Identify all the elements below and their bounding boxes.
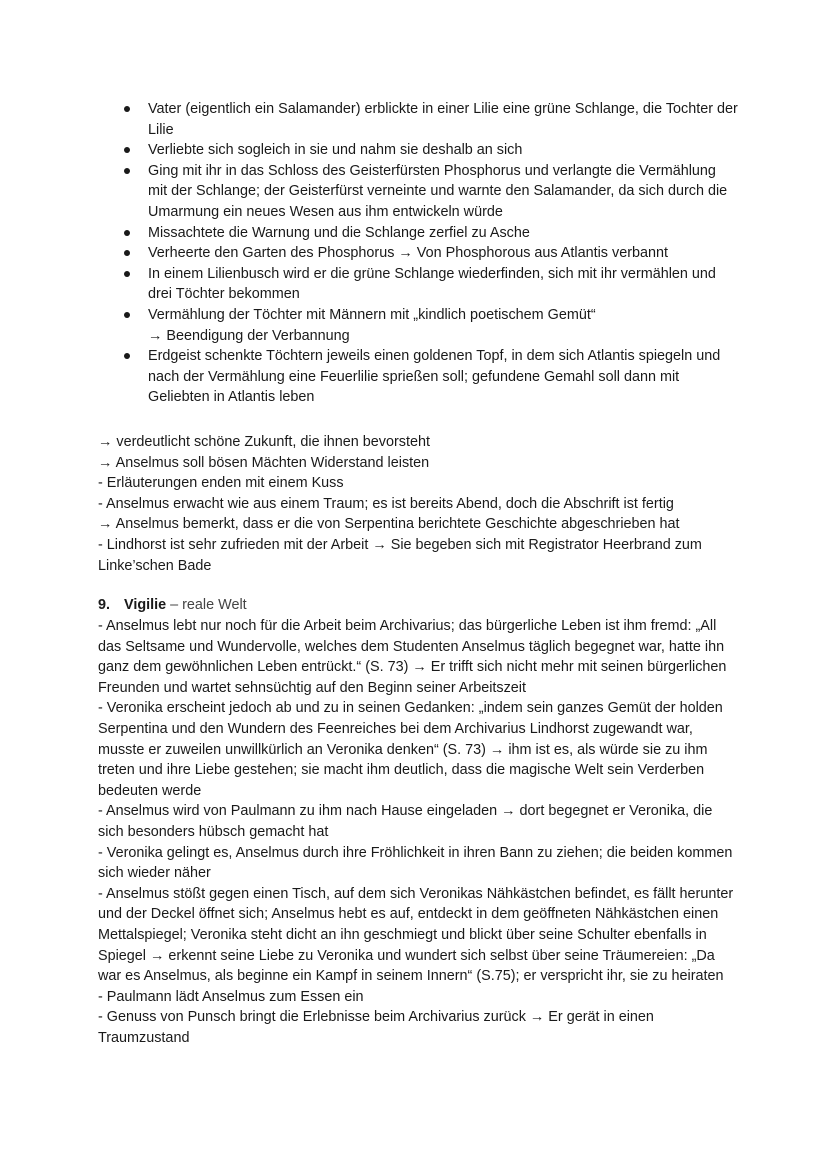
- section-body: [98, 616, 738, 1048]
- paragraph: - Veronika gelingt es, Anselmus durch ihre Fröhlichkeit in ihren Bann zu ziehen; die beiden kommen sich wieder näher: [98, 844, 733, 882]
- bullet-item: Verliebte sich sogleich in sie und nahm sie deshalb an sich: [98, 140, 738, 161]
- section-title: Vigilie: [124, 597, 167, 613]
- text-line: - Erläuterungen enden mit einem Kuss: [98, 475, 344, 492]
- bullet-item: In einem Lilienbusch wird er die grüne Schlange wiederfinden, sich mit ihr vermählen und drei Töchter bekommen: [98, 264, 738, 305]
- bullet-item: Vermählung der Töchter mit Männern mit „kindlich poetischem Gemüt“ → Beendigung der Verbannung: [98, 305, 738, 346]
- text-line: → Anselmus soll bösen Mächten Widerstand leisten: [98, 454, 430, 471]
- section-heading: [98, 595, 738, 616]
- paragraph: - Anselmus stößt gegen einen Tisch, auf dem sich Veronikas Nähkästchen befindet, es fällt herunter und der Deckel öffnet sich; Anselmus hebt es auf, entdeckt in dem geöffneten Nähkästchen einen Mettalspiegel; Veronika steht dicht an ihn geschmiegt und blickt über seine Schulter ebenfalls in Spiegel → erkennt seine Liebe zu Veronika und wundert sich selbst über seine Träumereien: „Da war es Anselmus, als beginne ein Kampf in seinem Innern“ (S.75); er verspricht ihr, sie zu heiraten: [98, 885, 734, 985]
- text-line: → verdeutlicht schöne Zukunft, die ihnen bevorsteht: [98, 434, 430, 450]
- text-line: - Anselmus erwacht wie aus einem Traum; es ist bereits Abend, doch die Abschrift ist fertig: [98, 495, 674, 512]
- section-subtitle: – reale Welt: [170, 597, 247, 613]
- text-line: → Anselmus bemerkt, dass er die von Serpentina berichtete Geschichte abgeschrieben hat: [98, 516, 680, 533]
- paragraph: - Anselmus wird von Paulmann zu ihm nach Hause eingeladen → dort begegnet er Veronika, die sich besonders hübsch gemacht hat: [98, 803, 713, 840]
- bullet-list: [98, 99, 738, 408]
- section-number: 9.: [98, 597, 111, 613]
- bullet-item: Vater (eigentlich ein Salamander) erblickte in einer Lilie eine grüne Schlange, die Tochter der Lilie: [98, 99, 738, 140]
- bullet-item: Missachtete die Warnung und die Schlange zerfiel zu Asche: [98, 223, 738, 244]
- paragraph: - Genuss von Punsch bringt die Erlebnisse beim Archivarius zurück → Er gerät in einen Traumzustand: [98, 1009, 654, 1046]
- paragraph: - Paulmann lädt Anselmus zum Essen ein: [98, 988, 364, 1005]
- text-line: - Lindhorst ist sehr zufrieden mit der Arbeit → Sie begeben sich mit Registrator Heerbrand zum Linke’schen Bade: [98, 536, 702, 574]
- paragraph: - Anselmus lebt nur noch für die Arbeit beim Archivarius; das bürgerliche Leben ist ihm fremd: „All das Seltsame und Wundervolle, welches dem Studenten Anselmus täglich begegnet war, hatte ihn ganz dem gewöhnlichen Leben entrückt.“ (S. 73) → Er trifft sich nicht mehr mit seinen bürgerlichen Freunden und wartet sehnsüchtig auf den Beginn seiner Arbeitszeit: [98, 618, 727, 696]
- bullet-item: Erdgeist schenkte Töchtern jeweils einen goldenen Topf, in dem sich Atlantis spiegeln und nach der Vermählung eine Feuerlilie sprießen soll; gefundene Gemahl soll dann mit Geliebten in Atlantis leben: [98, 346, 738, 408]
- bullet-item: Ging mit ihr in das Schloss des Geisterfürsten Phosphorus und verlangte die Vermählung mit der Schlange; der Geisterfürst verneinte und warnte den Salamander, da sich durch die Umarmung ein neues Wesen aus ihm entwickeln würde: [98, 161, 738, 223]
- paragraph: - Veronika erscheint jedoch ab und zu in seinen Gedanken: „indem sein ganzes Gemüt der holden Serpentina und den Wundern des Feenreiches bei dem Archivarius Lindhorst zugewandt war, musste er zuweilen unwillkürlich an Veronika denken“ (S. 73) → ihm ist es, als würde sie zu ihm treten und ihre Liebe gestehen; sie macht ihm deutlich, dass die magische Welt sein Verderben bedeuten werde: [98, 700, 723, 799]
- summary-lines: [98, 432, 738, 576]
- bullet-item: Verheerte den Garten des Phosphorus → Von Phosphorous aus Atlantis verbannt: [98, 243, 738, 264]
